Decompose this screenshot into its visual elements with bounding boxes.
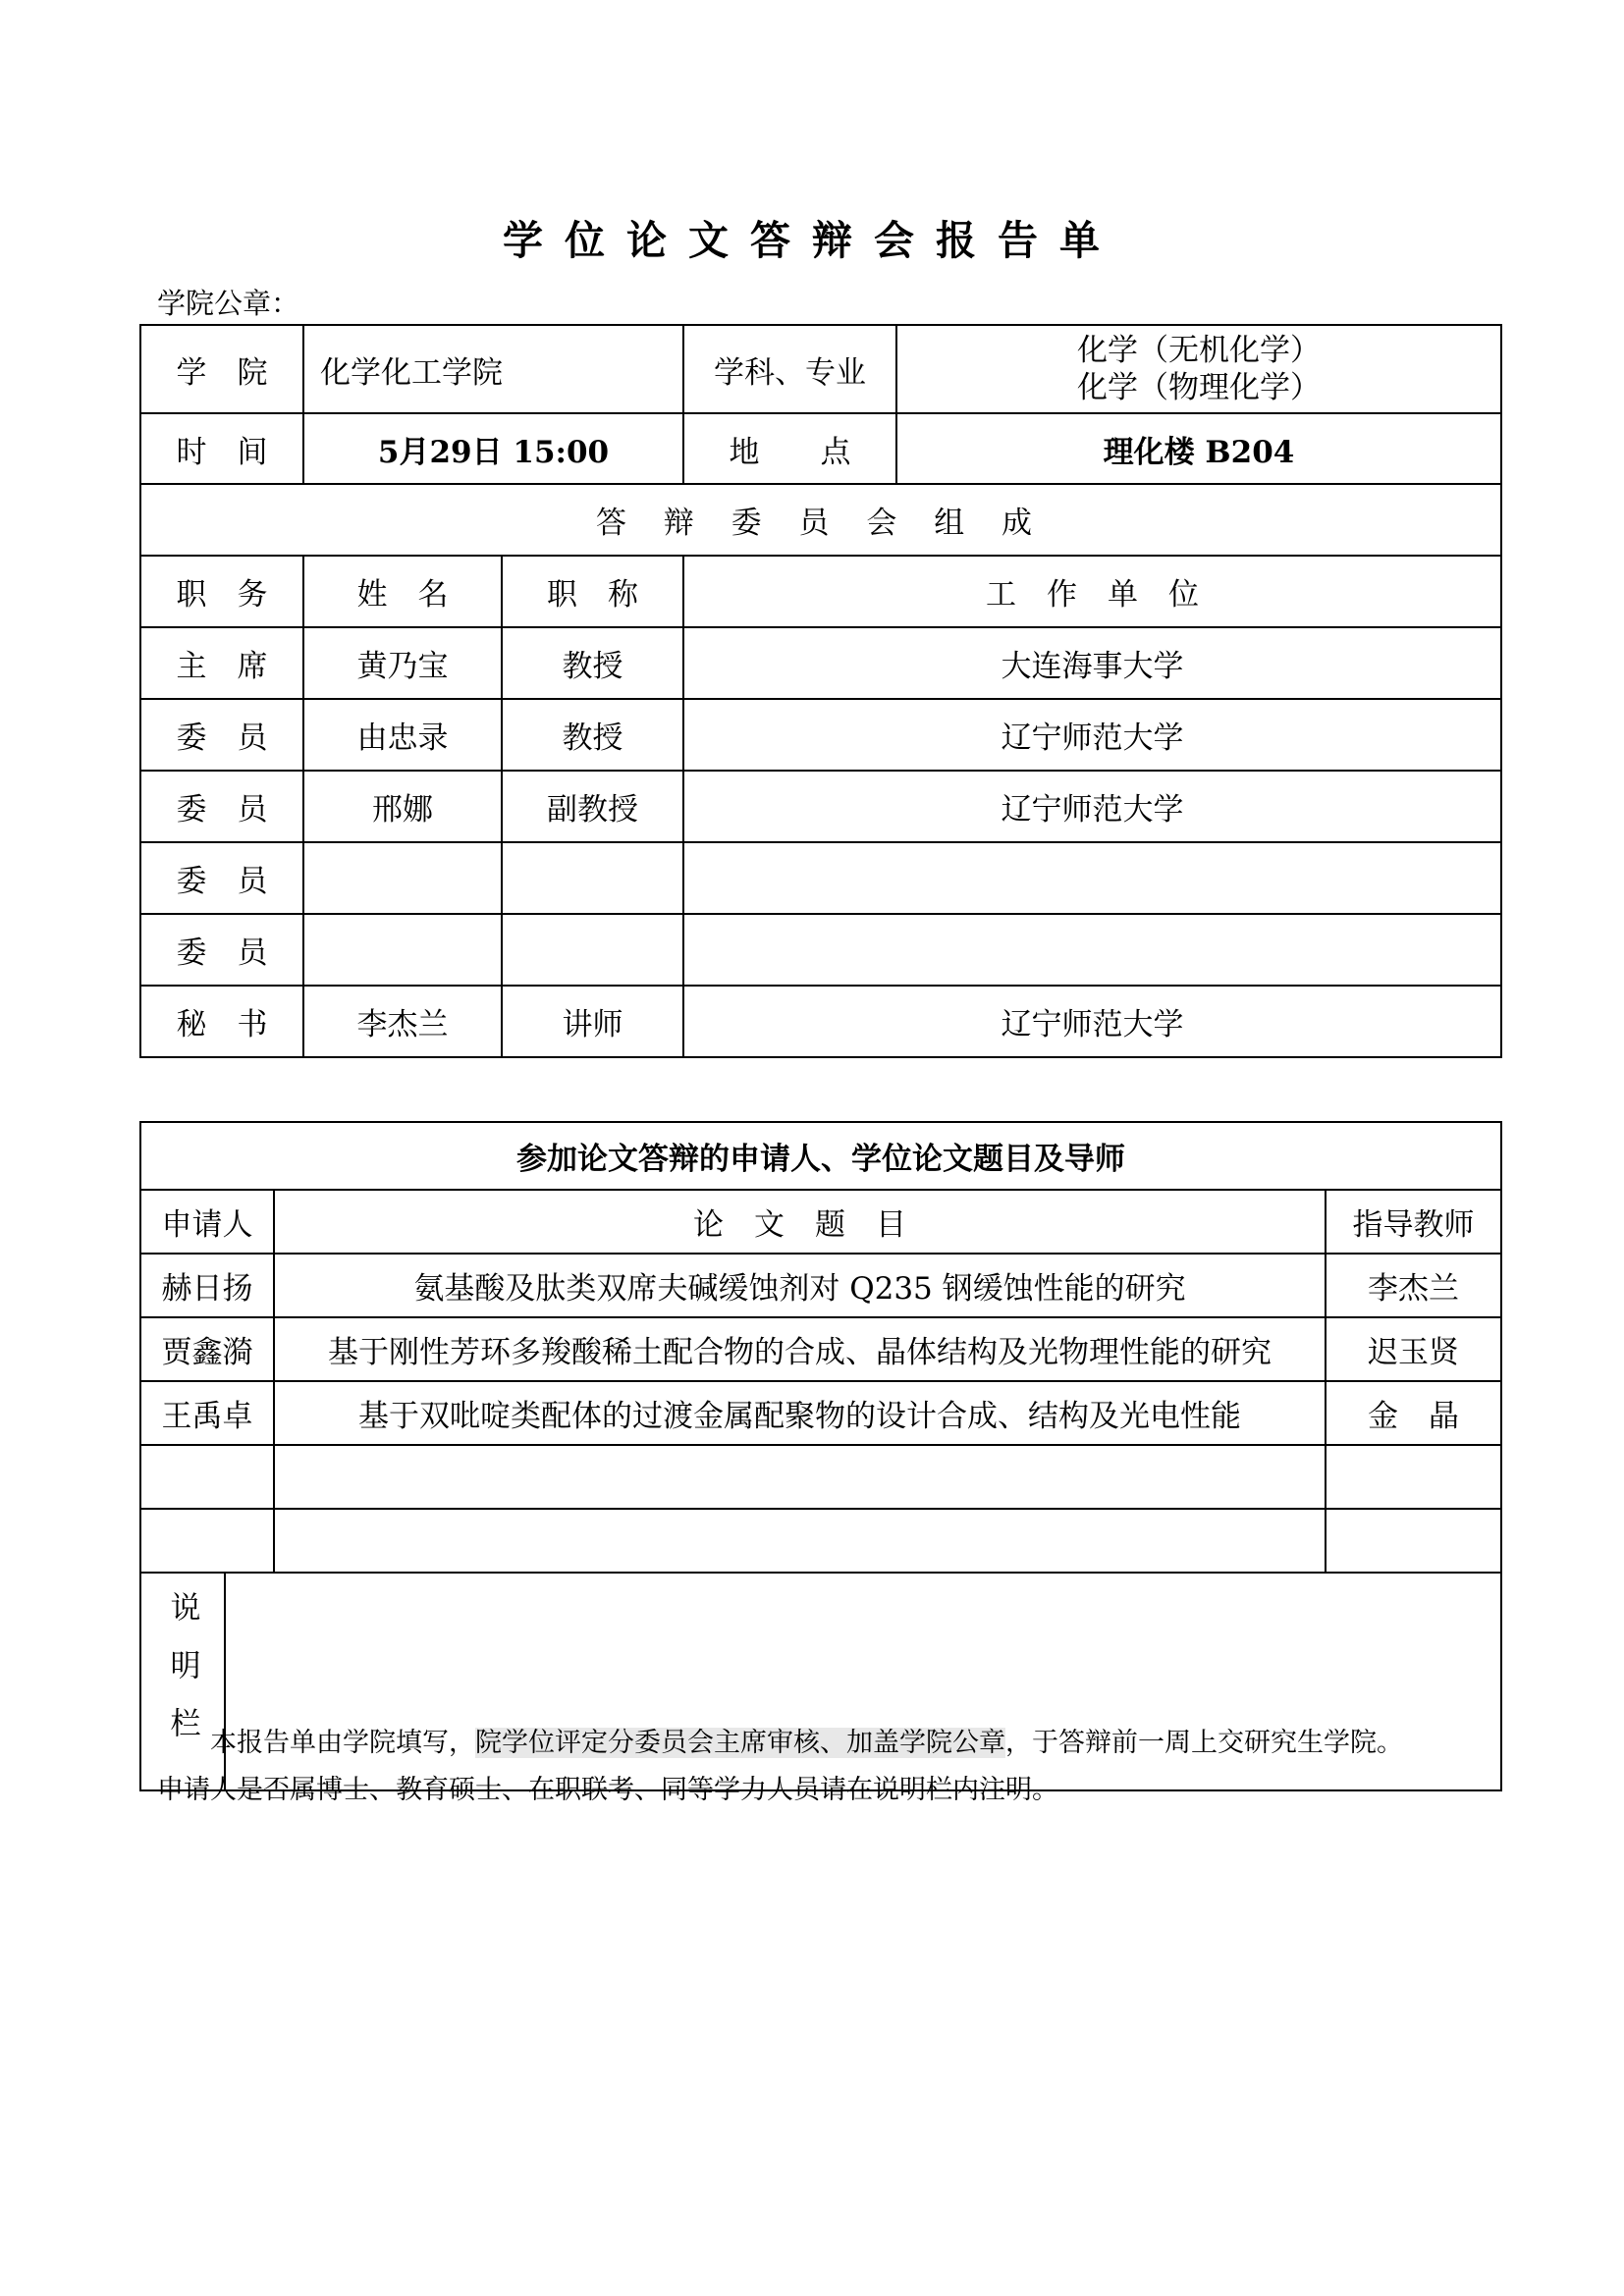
committee-title: 讲师 bbox=[502, 986, 683, 1057]
committee-name: 黄乃宝 bbox=[303, 627, 502, 699]
committee-name bbox=[303, 842, 502, 914]
footnote-part-2: ，于答辩前一周上交研究生学院。 bbox=[1005, 1728, 1403, 1758]
committee-row bbox=[140, 771, 1501, 842]
place-value: 理化楼 B204 bbox=[896, 413, 1501, 484]
thesis-title bbox=[274, 1445, 1326, 1509]
advisor-name: 李杰兰 bbox=[1326, 1254, 1501, 1317]
applicants-header-applicant: 申请人 bbox=[140, 1190, 274, 1254]
thesis-title: 基于双吡啶类配体的过渡金属配聚物的设计合成、结构及光电性能 bbox=[274, 1381, 1326, 1445]
college-value: 化学化工学院 bbox=[303, 325, 683, 413]
committee-role: 委 员 bbox=[140, 771, 303, 842]
college-seal-label: 学院公章： bbox=[157, 287, 300, 320]
applicant-name: 王禹卓 bbox=[140, 1381, 274, 1445]
committee-row bbox=[140, 914, 1501, 986]
footnote-line-2: 申请人是否属博士、教育硕士、在职联考、同等学力人员请在说明栏内注明。 bbox=[157, 1775, 1058, 1805]
committee-role: 委 员 bbox=[140, 699, 303, 771]
page-title: 学位论文答辩会报告单 bbox=[503, 217, 1121, 264]
committee-header-title: 职 称 bbox=[502, 556, 683, 627]
time-label: 时 间 bbox=[140, 413, 303, 484]
committee-name: 由忠录 bbox=[303, 699, 502, 771]
applicant-row bbox=[140, 1317, 1501, 1381]
committee-title bbox=[502, 914, 683, 986]
defense-info-table bbox=[139, 324, 1502, 1058]
committee-header-name: 姓 名 bbox=[303, 556, 502, 627]
committee-role: 秘 书 bbox=[140, 986, 303, 1057]
committee-role: 主 席 bbox=[140, 627, 303, 699]
major-value bbox=[896, 325, 1501, 413]
applicants-header-advisor: 指导教师 bbox=[1326, 1190, 1501, 1254]
applicant-name bbox=[140, 1509, 274, 1573]
committee-row bbox=[140, 842, 1501, 914]
committee-role: 委 员 bbox=[140, 914, 303, 986]
advisor-name bbox=[1326, 1445, 1501, 1509]
applicants-header-thesis: 论 文 题 目 bbox=[274, 1190, 1326, 1254]
applicant-row bbox=[140, 1509, 1501, 1573]
committee-title: 副教授 bbox=[502, 771, 683, 842]
applicants-section-title: 参加论文答辩的申请人、学位论文题目及导师 bbox=[140, 1122, 1501, 1190]
applicant-name bbox=[140, 1445, 274, 1509]
committee-row bbox=[140, 986, 1501, 1057]
committee-header-unit: 工 作 单 位 bbox=[683, 556, 1501, 627]
thesis-title: 基于刚性芳环多羧酸稀土配合物的合成、晶体结构及光物理性能的研究 bbox=[274, 1317, 1326, 1381]
applicant-name: 贾鑫漪 bbox=[140, 1317, 274, 1381]
committee-title: 教授 bbox=[502, 627, 683, 699]
committee-header-role: 职 务 bbox=[140, 556, 303, 627]
applicant-row bbox=[140, 1254, 1501, 1317]
footnote bbox=[157, 1720, 1492, 1814]
college-label: 学 院 bbox=[140, 325, 303, 413]
time-value: 5月29日 15:00 bbox=[303, 413, 683, 484]
applicant-row bbox=[140, 1445, 1501, 1509]
major-label: 学科、专业 bbox=[683, 325, 896, 413]
committee-unit bbox=[683, 914, 1501, 986]
thesis-title bbox=[274, 1509, 1326, 1573]
committee-unit: 辽宁师范大学 bbox=[683, 771, 1501, 842]
remarks-label: 说明栏 bbox=[164, 1590, 200, 1765]
committee-unit: 大连海事大学 bbox=[683, 627, 1501, 699]
committee-unit bbox=[683, 842, 1501, 914]
committee-name: 邢娜 bbox=[303, 771, 502, 842]
major-value-2: 化学（物理化学） bbox=[1077, 370, 1321, 405]
committee-unit: 辽宁师范大学 bbox=[683, 699, 1501, 771]
major-value-1: 化学（无机化学） bbox=[1077, 333, 1321, 368]
committee-row bbox=[140, 699, 1501, 771]
advisor-name: 迟玉贤 bbox=[1326, 1317, 1501, 1381]
advisor-name bbox=[1326, 1509, 1501, 1573]
footnote-line-1 bbox=[157, 1720, 1492, 1767]
committee-role: 委 员 bbox=[140, 842, 303, 914]
thesis-title: 氨基酸及肽类双席夫碱缓蚀剂对 Q235 钢缓蚀性能的研究 bbox=[274, 1254, 1326, 1317]
committee-unit: 辽宁师范大学 bbox=[683, 986, 1501, 1057]
committee-row bbox=[140, 627, 1501, 699]
committee-name: 李杰兰 bbox=[303, 986, 502, 1057]
applicant-name: 赫日扬 bbox=[140, 1254, 274, 1317]
footnote-highlight: 院学位评定分委员会主席审核、加盖学院公章 bbox=[475, 1728, 1005, 1758]
applicant-row bbox=[140, 1381, 1501, 1445]
place-label: 地 点 bbox=[683, 413, 896, 484]
committee-section-title: 答 辩 委 员 会 组 成 bbox=[140, 484, 1501, 556]
advisor-name: 金 晶 bbox=[1326, 1381, 1501, 1445]
committee-title bbox=[502, 842, 683, 914]
applicants-table bbox=[139, 1121, 1502, 1791]
footnote-part-1: 本报告单由学院填写， bbox=[210, 1728, 475, 1758]
committee-title: 教授 bbox=[502, 699, 683, 771]
committee-name bbox=[303, 914, 502, 986]
